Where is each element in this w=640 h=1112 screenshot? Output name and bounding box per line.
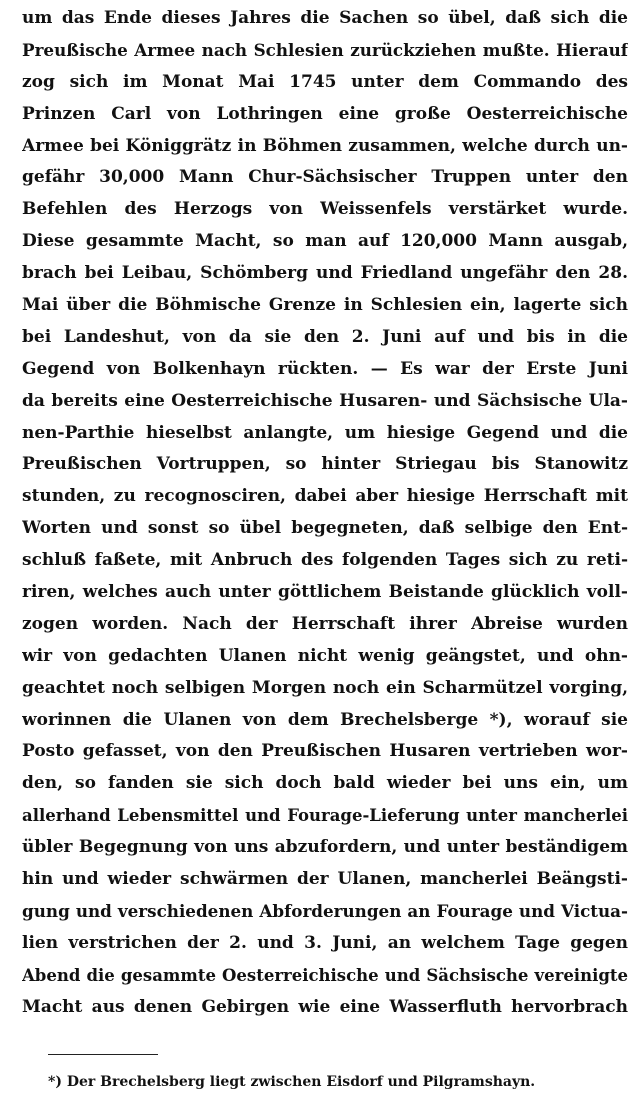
text-line: da bereits eine Oesterreichische Husaren- und Sächsische Ula- [22, 390, 628, 411]
text-line: Prinzen Carl von Lothringen eine große Oesterreichische [22, 103, 628, 124]
text-line: hin und wieder schwärmen der Ulanen, mancherlei Beängsti- [22, 869, 628, 890]
footnote: *) Der Brechelsberg liegt zwischen Eisdorf und Pilgramshayn. [48, 1074, 536, 1090]
text-line: Worten und sonst so übel begegneten, daß selbige den Ent- [22, 518, 628, 539]
text-line: wir von gedachten Ulanen nicht wenig geängstet, und ohn- [22, 645, 628, 666]
text-line: riren, welches auch unter göttlichem Beistande glücklich voll- [22, 582, 628, 603]
text-line: stunden, zu recognosciren, dabei aber hiesige Herrschaft mit [22, 486, 628, 507]
text-line: Preußische Armee nach Schlesien zurückziehen mußte. Hierauf [22, 39, 628, 60]
text-line: den, so fanden sie sich doch bald wieder bei uns ein, um [22, 773, 628, 794]
text-line: gefähr 30,000 Mann Chur-Sächsischer Truppen unter den [22, 167, 628, 188]
text-line: Gegend von Bolkenhayn rückten. — Es war der Erste Juni [22, 358, 628, 379]
text-line: zogen worden. Nach der Herrschaft ihrer Abreise wurden [22, 613, 628, 634]
footnote-divider [48, 1054, 158, 1055]
text-line: um das Ende dieses Jahres die Sachen so übel, daß sich die [22, 8, 628, 28]
text-line: Armee bei Königgrätz in Böhmen zusammen, welche durch un- [22, 135, 628, 156]
text-line: übler Begegnung von uns abzufordern, und unter beständigem [22, 837, 628, 858]
text-line: bei Landeshut, von da sie den 2. Juni auf und bis in die [22, 326, 628, 347]
text-line: nen-Parthie hieselbst anlangte, um hiesige Gegend und die [22, 422, 628, 443]
text-line: Diese gesammte Macht, so man auf 120,000 Mann ausgab, [22, 231, 628, 252]
text-line: schluß faßete, mit Anbruch des folgenden Tages sich zu reti- [22, 550, 628, 571]
text-line: brach bei Leibau, Schömberg und Friedland ungefähr den 28. [22, 263, 628, 284]
text-line: Macht aus denen Gebirgen wie eine Wasserfluth hervorbrach [22, 996, 628, 1017]
text-line: geachtet noch selbigen Morgen noch ein Scharmützel vorging, [22, 677, 628, 698]
text-line: lien verstrichen der 2. und 3. Juni, an welchem Tage gegen [22, 932, 628, 953]
text-line: Preußischen Vortruppen, so hinter Striegau bis Stanowitz [22, 454, 628, 475]
text-line: Abend die gesammte Oesterreichische und Sächsische vereinigte [22, 965, 628, 985]
text-line: Mai über die Böhmische Grenze in Schlesien ein, lagerte sich [22, 295, 628, 316]
text-line: Befehlen des Herzogs von Weissenfels verstärket wurde. [22, 199, 628, 220]
body-text [22, 3, 628, 1024]
text-line: Posto gefasset, von den Preußischen Husaren vertrieben wor- [22, 741, 628, 762]
text-line: zog sich im Monat Mai 1745 unter dem Commando des [22, 71, 628, 92]
text-line: gung und verschiedenen Abforderungen an Fourage und Victua- [22, 900, 628, 921]
text-line: worinnen die Ulanen von dem Brechelsberge *), worauf sie [22, 709, 628, 730]
text-line: allerhand Lebensmittel und Fourage-Lieferung unter mancherlei [22, 806, 628, 826]
